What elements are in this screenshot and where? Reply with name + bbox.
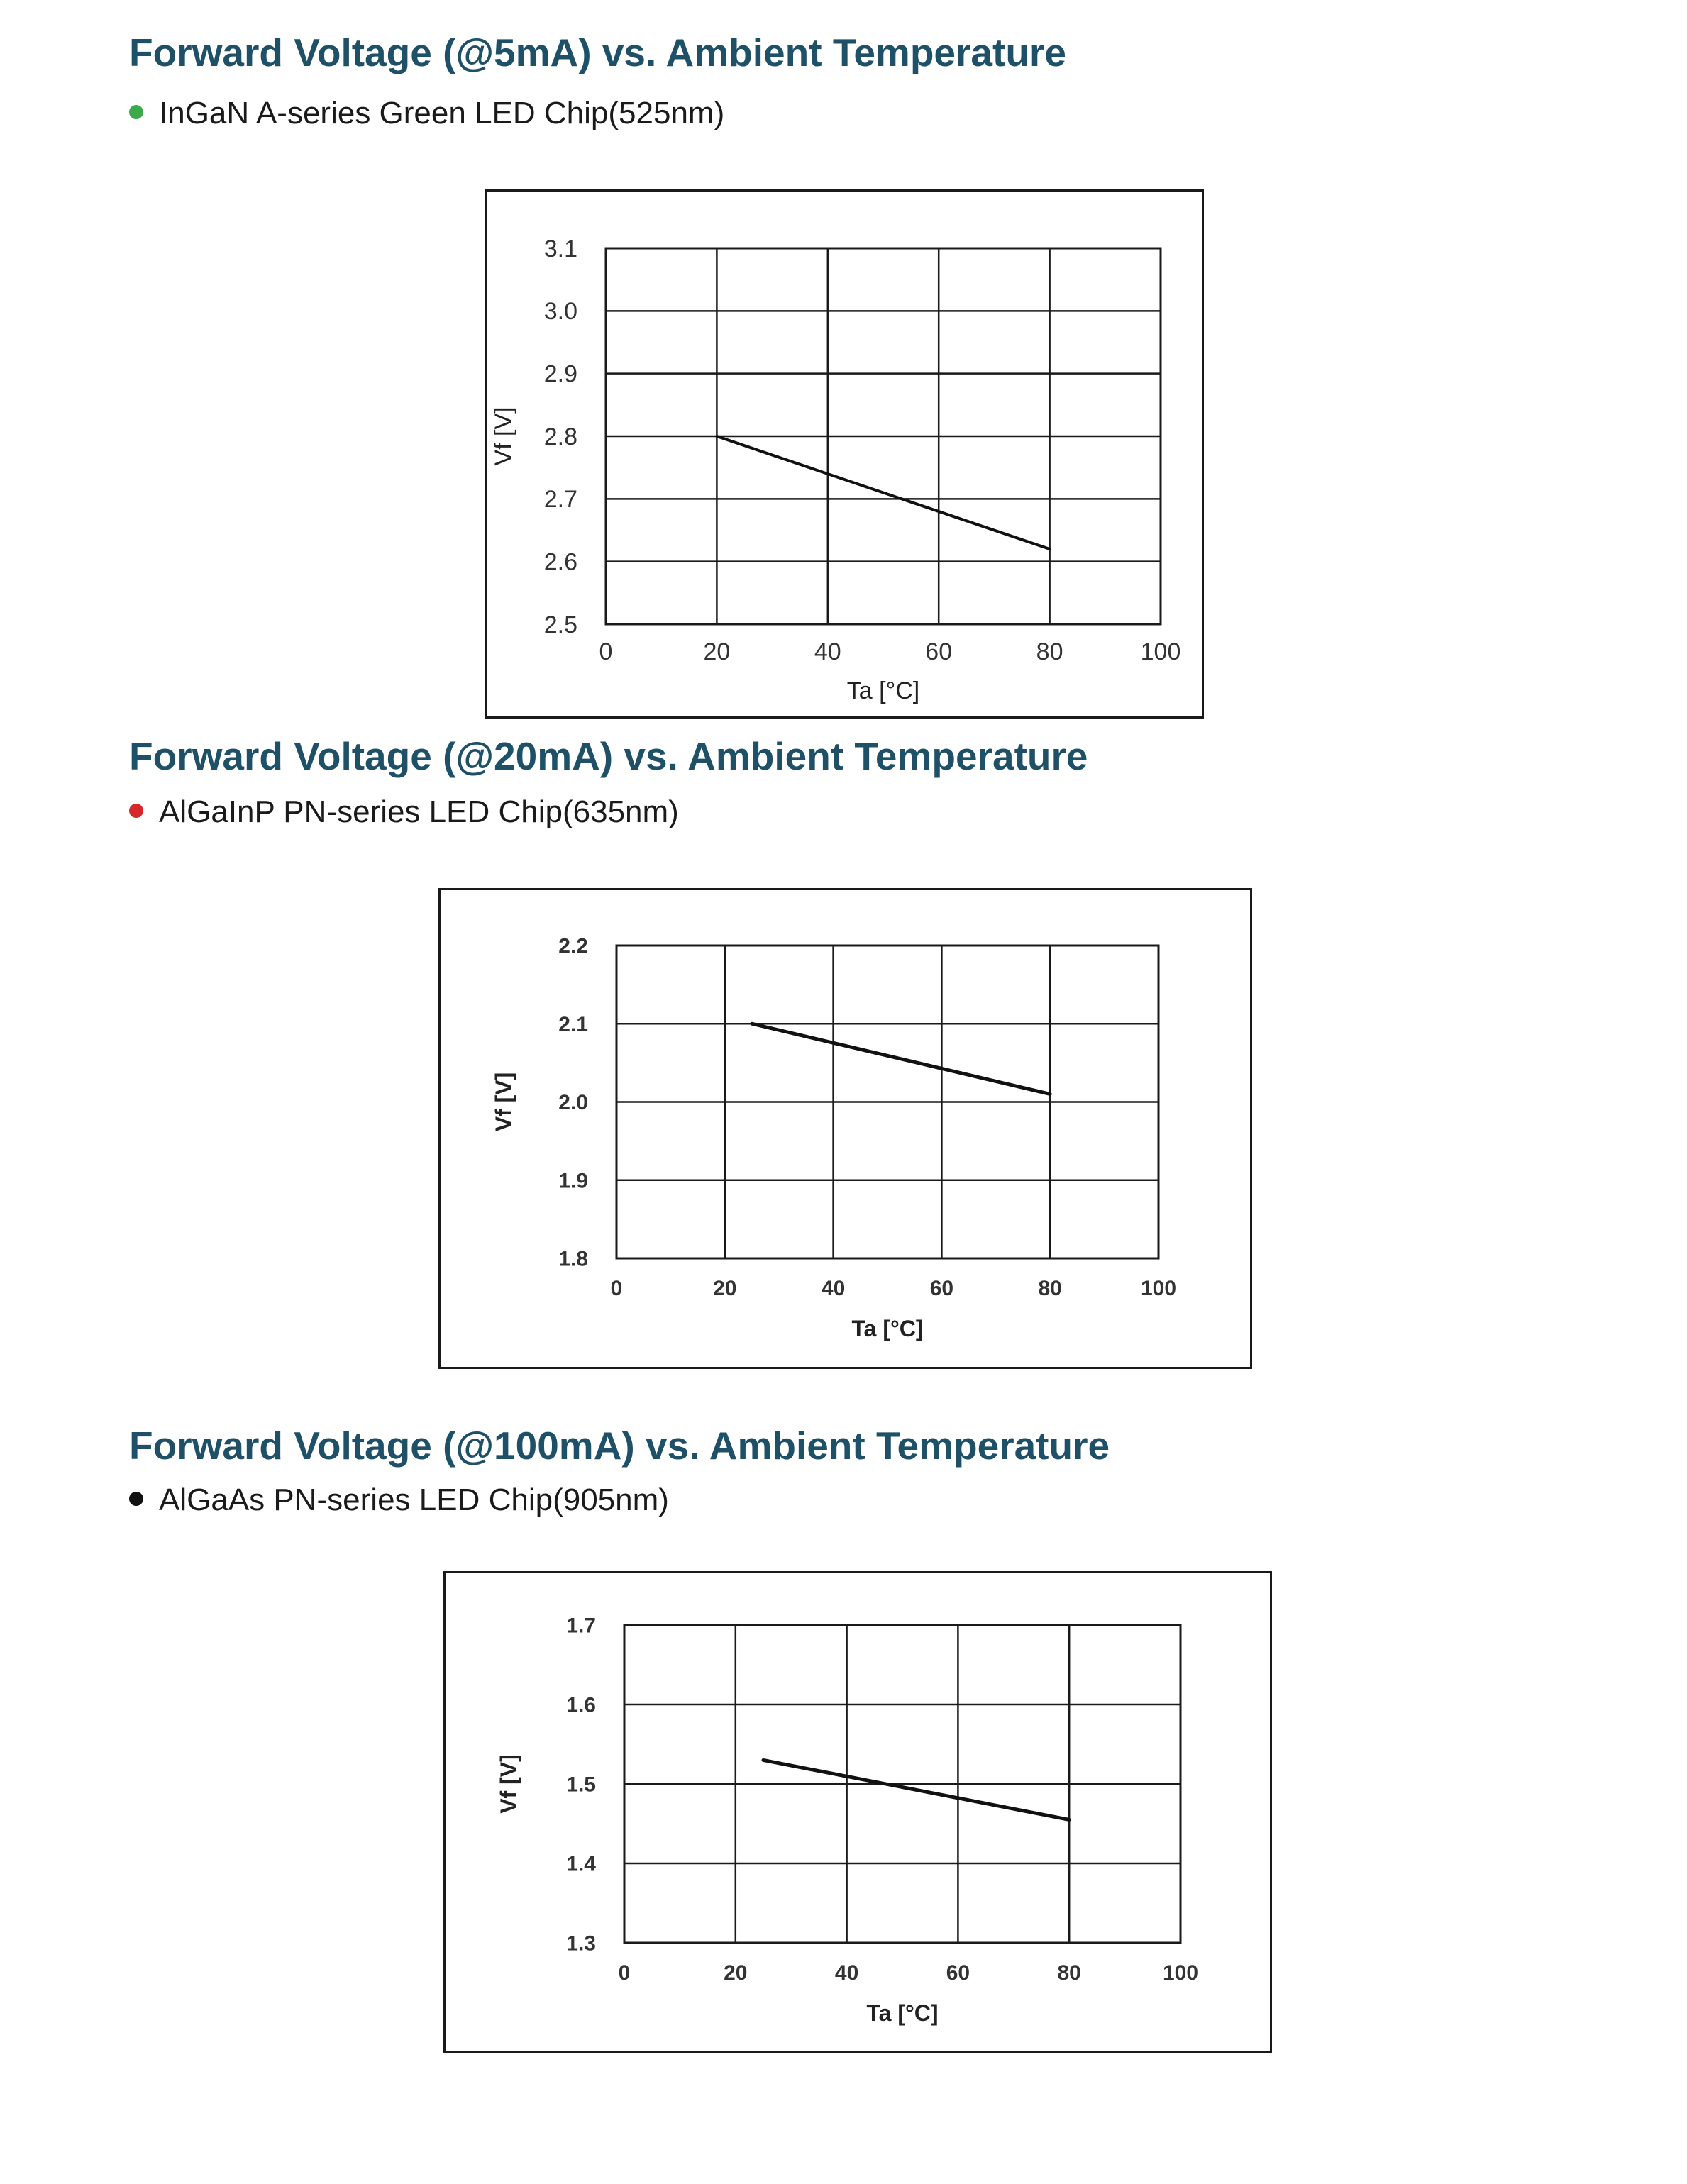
y-tick-label: 2.2 — [558, 934, 588, 958]
x-tick-label: 60 — [929, 1277, 954, 1300]
vf-vs-ta-chart-100ma — [443, 1571, 1272, 2053]
chip-description — [129, 96, 724, 131]
x-tick-label: 80 — [1036, 638, 1063, 665]
y-tick-label: 1.7 — [566, 1614, 596, 1638]
x-axis-label: Ta [°C] — [846, 677, 920, 704]
chip-description-text: AlGaAs PN-series LED Chip(905nm) — [159, 1482, 669, 1517]
x-tick-label: 20 — [724, 1961, 748, 1985]
vf-vs-ta-chart-20ma — [438, 888, 1252, 1369]
red-bullet-icon — [129, 804, 143, 818]
x-tick-label: 100 — [1140, 638, 1181, 665]
green-bullet-icon — [129, 105, 143, 119]
chart-svg — [446, 1573, 1270, 2051]
y-tick-label: 1.9 — [558, 1169, 588, 1193]
x-tick-label: 20 — [703, 638, 731, 665]
chip-description — [129, 1483, 669, 1517]
y-tick-label: 2.7 — [543, 486, 577, 514]
y-axis-label: Vf [V] — [490, 406, 517, 466]
x-axis-label: Ta [°C] — [851, 1316, 924, 1341]
y-tick-label: 1.5 — [566, 1773, 596, 1797]
chart-svg — [487, 192, 1202, 716]
y-tick-label: 2.8 — [543, 423, 577, 450]
x-axis-label: Ta [°C] — [866, 2000, 939, 2026]
x-tick-label: 0 — [610, 1277, 623, 1300]
y-tick-label: 2.9 — [543, 360, 577, 388]
vf-series-line — [717, 436, 1049, 549]
section-title: Forward Voltage (@5mA) vs. Ambient Temperature — [129, 31, 1066, 74]
x-tick-label: 0 — [599, 638, 613, 665]
x-tick-label: 40 — [814, 638, 841, 665]
y-tick-label: 3.0 — [543, 298, 577, 326]
y-axis-label: Vf [V] — [496, 1754, 521, 1814]
x-tick-label: 80 — [1057, 1961, 1081, 1985]
chip-description-text: AlGaInP PN-series LED Chip(635nm) — [159, 794, 679, 829]
y-tick-label: 2.6 — [543, 548, 577, 576]
x-tick-label: 60 — [925, 638, 953, 665]
section-title: Forward Voltage (@20mA) vs. Ambient Temperature — [129, 734, 1088, 778]
vf-series-line — [763, 1760, 1069, 1819]
black-bullet-icon — [129, 1492, 143, 1506]
section-title: Forward Voltage (@100mA) vs. Ambient Temperature — [129, 1424, 1110, 1468]
chart-svg — [441, 890, 1250, 1367]
x-tick-label: 100 — [1140, 1277, 1177, 1300]
x-tick-label: 0 — [618, 1961, 631, 1985]
y-tick-label: 1.4 — [566, 1852, 596, 1876]
y-axis-label: Vf [V] — [491, 1072, 516, 1132]
y-tick-label: 1.3 — [566, 1931, 596, 1956]
y-tick-label: 2.1 — [558, 1012, 588, 1036]
y-tick-label: 1.8 — [558, 1247, 588, 1271]
x-tick-label: 40 — [821, 1277, 846, 1300]
vf-vs-ta-chart-5ma — [485, 189, 1204, 719]
y-tick-label: 1.6 — [566, 1693, 596, 1717]
vf-series-line — [752, 1024, 1050, 1094]
x-tick-label: 80 — [1038, 1277, 1062, 1300]
x-tick-label: 20 — [713, 1277, 737, 1300]
chip-description — [129, 795, 679, 829]
y-tick-label: 2.5 — [543, 611, 577, 638]
y-tick-label: 2.0 — [558, 1091, 588, 1114]
x-tick-label: 40 — [834, 1961, 859, 1985]
x-tick-label: 60 — [946, 1961, 970, 1985]
x-tick-label: 100 — [1162, 1961, 1199, 1985]
y-tick-label: 3.1 — [543, 235, 577, 262]
chip-description-text: InGaN A-series Green LED Chip(525nm) — [159, 96, 725, 131]
